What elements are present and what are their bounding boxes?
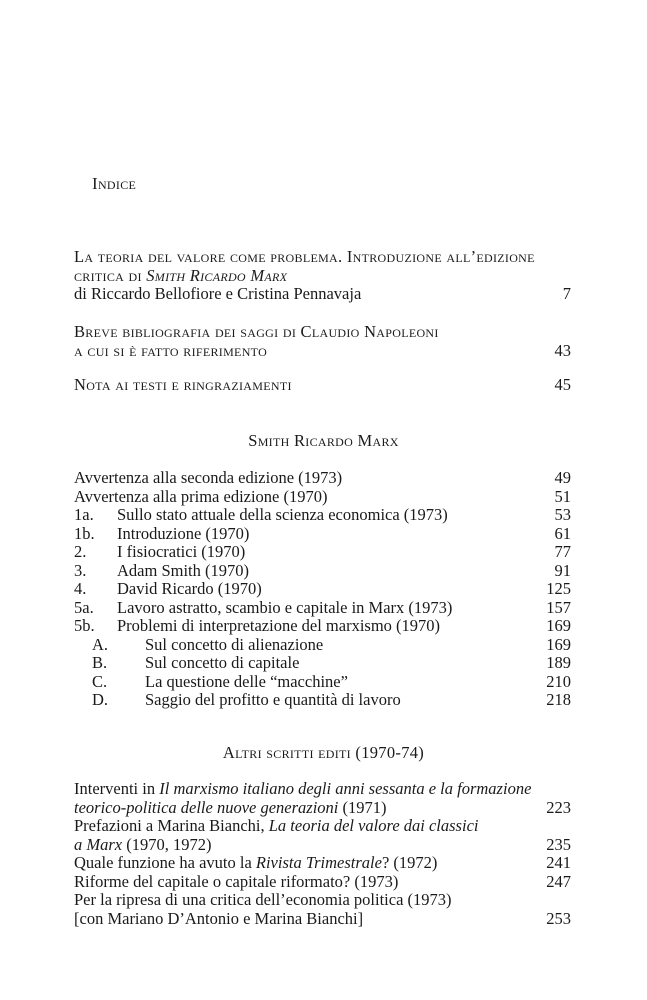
page-number: 253 — [546, 908, 571, 928]
book-title: a Marx — [74, 834, 123, 854]
subsection-letter: A. — [92, 634, 109, 654]
toc-item[interactable]: 1a. Sullo stato attuale della scienza economica (1973) 53 — [74, 505, 571, 524]
toc-entry-introduction[interactable] — [74, 248, 571, 304]
chapter-number: 1b. — [74, 523, 95, 543]
toc-item[interactable]: 5b. Problemi di interpretazione del marxismo (1970) 169 — [74, 616, 571, 635]
page-number: 45 — [554, 375, 571, 394]
entry-authors-line — [74, 285, 571, 304]
entry-title-line: a cui si è fatto riferimento 43 — [74, 340, 571, 360]
section-1-list — [74, 469, 571, 710]
page-number: 7 — [562, 284, 571, 303]
page-number: 210 — [546, 671, 571, 691]
page-number: 157 — [546, 597, 571, 617]
toc-item[interactable]: 5a. Lavoro astratto, scambio e capitale in Marx (1973) 157 — [74, 597, 571, 617]
section-title-smith-ricardo-marx: Smith Ricardo Marx — [248, 431, 399, 450]
entry-authors: di Riccardo Bellofiore e Cristina Pennavaja — [74, 284, 362, 303]
toc-item[interactable]: 3. Adam Smith (1970) 91 — [74, 560, 571, 580]
book-title: La teoria del valore dai classici — [268, 816, 479, 835]
chapter-number: 4. — [74, 579, 87, 598]
book-title: Smith Ricardo Marx — [146, 265, 288, 285]
subsection-letter: C. — [92, 671, 108, 691]
entry-title-line: critica di Smith Ricardo Marx — [74, 265, 288, 285]
book-title: Il marxismo italiano degli anni sessanta e la formazione — [159, 779, 532, 798]
page-number: 235 — [546, 834, 571, 854]
toc-subitem[interactable]: B. Sul concetto di capitale 189 — [74, 654, 571, 673]
page-number: 218 — [546, 690, 571, 709]
entry-title-line: La teoria del valore come problema. Introduzione all’edizione — [74, 247, 535, 266]
toc-item[interactable]: 1b. Introduzione (1970) 61 — [74, 523, 571, 543]
page-number: 43 — [554, 340, 571, 360]
page-number: 223 — [546, 797, 571, 817]
toc-subitem[interactable]: C. La questione delle “macchine” 210 — [74, 673, 571, 692]
section-title-altri-scritti: Altri scritti editi (1970-74) — [222, 743, 425, 762]
page-number: 53 — [554, 505, 571, 524]
page-number: 169 — [546, 634, 571, 654]
toc-item[interactable]: Avvertenza alla prima edizione (1970) 51 — [74, 486, 571, 506]
entry-title-line: Breve bibliografia dei saggi di Claudio Napoleoni — [74, 322, 439, 341]
entry-title-line: Nota ai testi e ringraziamenti 45 — [74, 375, 571, 394]
page-number: 77 — [554, 542, 571, 561]
chapter-number: 5a. — [74, 597, 94, 617]
toc-item[interactable]: Riforme del capitale o capitale riformato? (1973) 247 — [74, 871, 571, 891]
toc-item[interactable]: 2. I fisiocratici (1970) 77 — [74, 542, 571, 561]
subsection-letter: B. — [92, 653, 108, 672]
toc-subitem[interactable]: A. Sul concetto di alienazione 169 — [74, 636, 571, 655]
toc-item[interactable]: Avvertenza alla seconda edizione (1973) 49 — [74, 468, 571, 487]
page-number: 169 — [546, 616, 571, 635]
page-number: 51 — [554, 486, 571, 506]
chapter-number: 3. — [74, 560, 87, 580]
page-number: 49 — [554, 468, 571, 487]
toc-entry-notes[interactable] — [74, 376, 571, 395]
page-heading: Indice — [92, 174, 137, 193]
book-title: teorico-politica delle nuove generazioni — [74, 797, 339, 817]
toc-item[interactable]: Quale funzione ha avuto la Rivista Trimestrale? (1972) 241 — [74, 853, 571, 872]
page-number: 189 — [546, 653, 571, 672]
toc-item[interactable]: Prefazioni a Marina Bianchi, La teoria del valore dai classici a Marx (1970, 1972) 235 — [74, 816, 571, 854]
page-number: 91 — [554, 560, 571, 580]
toc-item[interactable]: Interventi in Il marxismo italiano degli anni sessanta e la formazione teorico-politica delle nuove generazioni (1971) 223 — [74, 779, 571, 817]
chapter-number: 1a. — [74, 505, 94, 524]
page-number: 247 — [546, 871, 571, 891]
page-number: 61 — [554, 523, 571, 543]
journal-title: Rivista Trimestrale — [255, 853, 382, 872]
toc-item[interactable]: Per la ripresa di una critica dell’economia politica (1973) [con Mariano D’Antonio e Marina Bianchi] 253 — [74, 890, 571, 928]
page-number: 241 — [546, 853, 571, 872]
toc-entry-bibliography[interactable] — [74, 323, 571, 360]
toc-subitem[interactable]: D. Saggio del profitto e quantità di lavoro 218 — [74, 691, 571, 710]
toc-item[interactable]: 4. David Ricardo (1970) 125 — [74, 579, 571, 598]
section-2-list — [74, 780, 571, 928]
chapter-number: 5b. — [74, 616, 95, 635]
chapter-number: 2. — [74, 542, 87, 561]
page-number: 125 — [546, 579, 571, 598]
subsection-letter: D. — [92, 690, 109, 709]
